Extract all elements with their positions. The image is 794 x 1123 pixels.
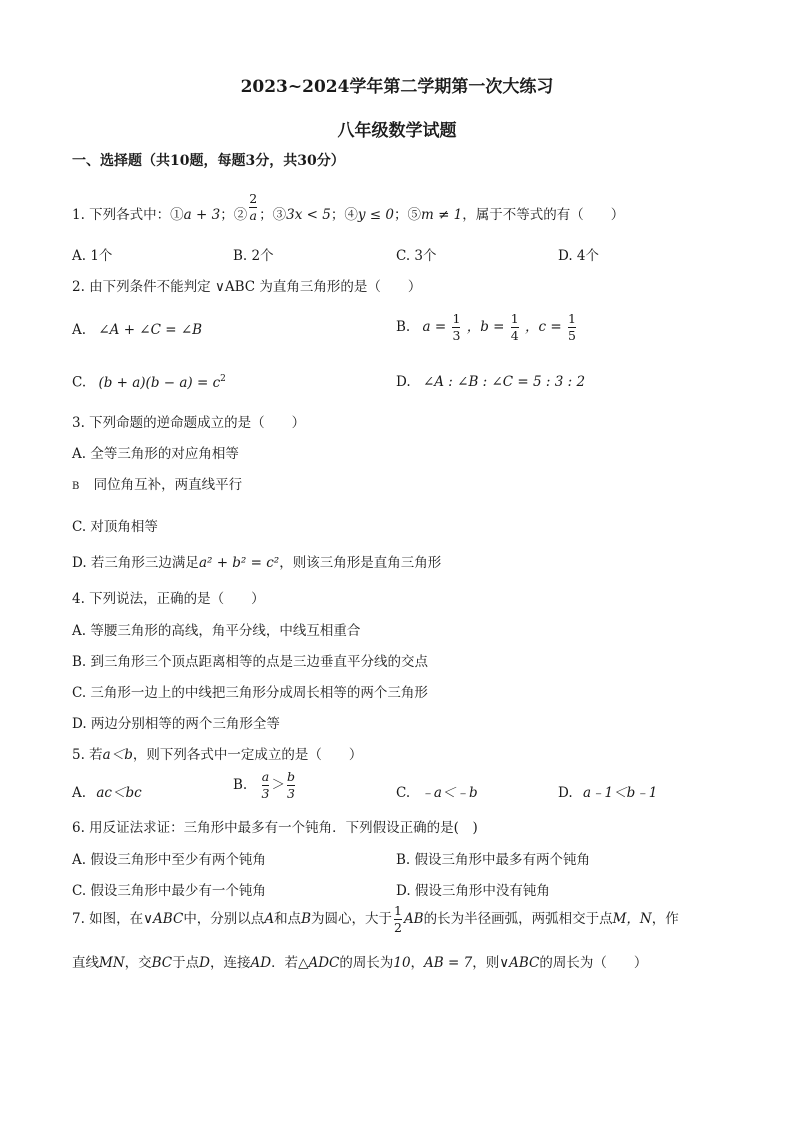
q5-option-d[interactable] (558, 781, 657, 801)
q2-option-c-expr: (b + a)(b − a) = c (98, 374, 221, 391)
q3-option-a[interactable]: A. 全等三角形的对应角相等 (72, 446, 239, 462)
question-3-stem: 3. 下列命题的逆命题成立的是（ ） (72, 415, 306, 431)
q7-math: △ADC (298, 955, 340, 971)
q7-text: 的周长为 (339, 955, 394, 971)
q5-condition: a＜b (102, 747, 133, 763)
frac-den: 4 (510, 327, 519, 343)
q5-option-a-expr: ac＜bc (96, 785, 142, 801)
q6-option-d[interactable]: D. 假设三角形中没有钝角 (396, 883, 550, 899)
q7-math: MN (99, 955, 125, 971)
q2-option-c-label: C. (72, 374, 87, 391)
q7-math: ∨ABC (143, 910, 184, 927)
q5-option-a-label: A. (72, 785, 87, 801)
q6-option-a[interactable]: A. 假设三角形中至少有两个钝角 (72, 852, 266, 868)
question-7-line-1 (72, 904, 679, 935)
q7-text: ，作 (651, 910, 679, 927)
q5-option-c-expr: ﹣a＜﹣b (420, 785, 478, 801)
q7-text: 7. 如图，在 (72, 910, 144, 927)
q1-option-b[interactable]: B. 2个 (233, 248, 274, 264)
q1-expr-1: a + 3 (183, 206, 221, 223)
q7-text: 为圆心，大于 (310, 910, 392, 927)
q7-text: ， (410, 955, 425, 971)
q5-option-b-label: B. (233, 776, 248, 793)
question-6-stem: 6. 用反证法求证：三角形中最多有一个钝角．下列假设正确的是( ) (72, 820, 478, 836)
frac-den: 3 (452, 327, 461, 343)
q4-option-a[interactable]: A. 等腰三角形的高线，角平分线，中线互相重合 (72, 623, 361, 639)
q7-text: 于点 (172, 955, 200, 971)
frac-num: 1 (567, 311, 576, 326)
q2-option-c[interactable] (72, 374, 226, 391)
q2-option-a[interactable] (72, 322, 202, 338)
q7-math: B (301, 910, 311, 927)
q2-option-b[interactable] (396, 312, 578, 343)
q3-option-b-text: 同位角互补，两直线平行 (93, 477, 243, 493)
frac-num: 1 (393, 903, 402, 918)
question-2-stem: 2. 由下列条件不能判定 ∨ABC 为直角三角形的是（ ） (72, 279, 422, 295)
q7-text: ．若 (271, 955, 299, 971)
q7-math: ∨ABC (499, 955, 540, 971)
q6-option-b[interactable]: B. 假设三角形中最多有两个钝角 (396, 852, 591, 868)
q7-text: 的长为半径画弧，两弧相交于点 (423, 910, 613, 927)
q3-option-b-label: B (72, 481, 80, 492)
q2-option-a-label: A. (72, 322, 87, 338)
q1-sep-3: ；④ (330, 206, 358, 223)
q2-option-b-b: ，b = (466, 318, 505, 335)
q1-expr-2-denominator: a (249, 207, 257, 223)
question-4-stem: 4. 下列说法，正确的是（ ） (72, 591, 265, 607)
q7-math: M，N (612, 910, 652, 927)
q1-suffix: ，属于不等式的有（ ） (462, 206, 625, 223)
q7-text: ，连接 (209, 955, 251, 971)
q1-expr-2-fraction (249, 192, 257, 223)
q5-option-c-label: C. (396, 785, 411, 801)
question-5-stem (72, 743, 362, 763)
q7-math: AD (250, 955, 272, 971)
q1-expr-5: m ≠ 1 (420, 206, 463, 223)
q5-option-c[interactable] (396, 781, 478, 801)
q5-option-d-expr: a﹣1＜b﹣1 (582, 785, 658, 801)
q1-expr-2-numerator: 2 (249, 191, 258, 206)
q3-option-c[interactable]: C. 对顶角相等 (72, 519, 158, 535)
q1-sep-4: ；⑤ (393, 206, 421, 223)
q7-text: 的周长为（ ） (539, 955, 648, 971)
q2-b-frac-3 (568, 312, 576, 343)
q2-option-d-label: D. (396, 374, 411, 390)
q7-text: 和点 (274, 910, 302, 927)
frac-num: b (286, 769, 295, 784)
q1-option-d[interactable]: D. 4个 (558, 248, 600, 264)
q7-text: ，交 (124, 955, 152, 971)
q1-option-a[interactable]: A. 1个 (72, 248, 113, 264)
q3-option-d[interactable] (72, 551, 441, 571)
q7-math: AB = 7 (424, 955, 473, 971)
q7-math: BC (151, 955, 173, 971)
q7-fraction (394, 904, 402, 935)
q7-text: 直线 (72, 955, 99, 971)
q7-math: A (264, 910, 275, 927)
q1-option-c[interactable]: C. 3个 (396, 248, 437, 264)
q5-prefix: 5. 若 (72, 747, 103, 763)
q2-option-d-expr: ∠A : ∠B : ∠C = 5 : 3 : 2 (422, 374, 586, 390)
q3-option-d-math: a² + b² = c² (198, 555, 280, 571)
q2-option-c-exponent: 2 (220, 374, 226, 384)
q1-sep-1: ；② (220, 206, 248, 223)
frac-num: 1 (452, 311, 461, 326)
q1-sep-2: ；③ (259, 206, 287, 223)
q1-prefix: 1. 下列各式中：① (72, 206, 184, 223)
q5-option-d-label: D. (558, 785, 573, 801)
q1-expr-3: 3x < 5 (286, 206, 331, 223)
frac-num: a (261, 769, 270, 784)
q7-math: D (199, 955, 210, 971)
section-heading: 一、选择题（共10题，每题3分，共30分） (72, 153, 345, 169)
q5-b-frac-2 (287, 770, 295, 801)
q7-math: 10 (393, 955, 411, 971)
exam-subtitle: 八年级数学试题 (337, 121, 457, 141)
q1-expr-4: y ≤ 0 (357, 206, 394, 223)
q2-b-frac-2 (511, 312, 519, 343)
q5-suffix: ，则下列各式中一定成立的是（ ） (132, 747, 363, 763)
q6-option-c[interactable]: C. 假设三角形中最少有一个钝角 (72, 883, 266, 899)
q5-option-b[interactable] (233, 770, 297, 801)
q4-option-c[interactable]: C. 三角形一边上的中线把三角形分成周长相等的两个三角形 (72, 685, 428, 701)
q4-option-d[interactable]: D. 两边分别相等的两个三角形全等 (72, 716, 280, 732)
q3-option-d-suffix: ，则该三角形是直角三角形 (279, 555, 442, 571)
q5-option-b-op: ＞ (271, 776, 285, 793)
q2-option-b-a: a = (422, 318, 447, 335)
question-7-line-2 (72, 951, 647, 971)
frac-num: 1 (510, 311, 519, 326)
q7-math: AB (403, 910, 424, 927)
q7-text: 中，分别以点 (183, 910, 265, 927)
frac-den: 3 (261, 785, 270, 801)
exam-title: 2023~2024学年第二学期第一次大练习 (240, 77, 554, 97)
q2-option-a-expr: ∠A + ∠C = ∠B (98, 322, 203, 338)
q2-option-b-label: B. (396, 318, 411, 335)
q2-option-b-c: ，c = (525, 318, 562, 335)
frac-den: 2 (393, 919, 402, 935)
q5-b-frac-1 (262, 770, 270, 801)
frac-den: 5 (567, 327, 576, 343)
frac-den: 3 (287, 785, 295, 801)
q2-b-frac-1 (452, 312, 460, 343)
q7-text: ，则 (472, 955, 500, 971)
question-1-stem (72, 191, 625, 231)
q4-option-b[interactable]: B. 到三角形三个顶点距离相等的点是三边垂直平分线的交点 (72, 654, 429, 670)
q2-option-d[interactable] (396, 374, 585, 390)
q5-option-a[interactable] (72, 781, 142, 801)
q3-option-d-prefix: D. 若三角形三边满足 (72, 555, 199, 571)
q3-option-b[interactable] (72, 473, 242, 493)
